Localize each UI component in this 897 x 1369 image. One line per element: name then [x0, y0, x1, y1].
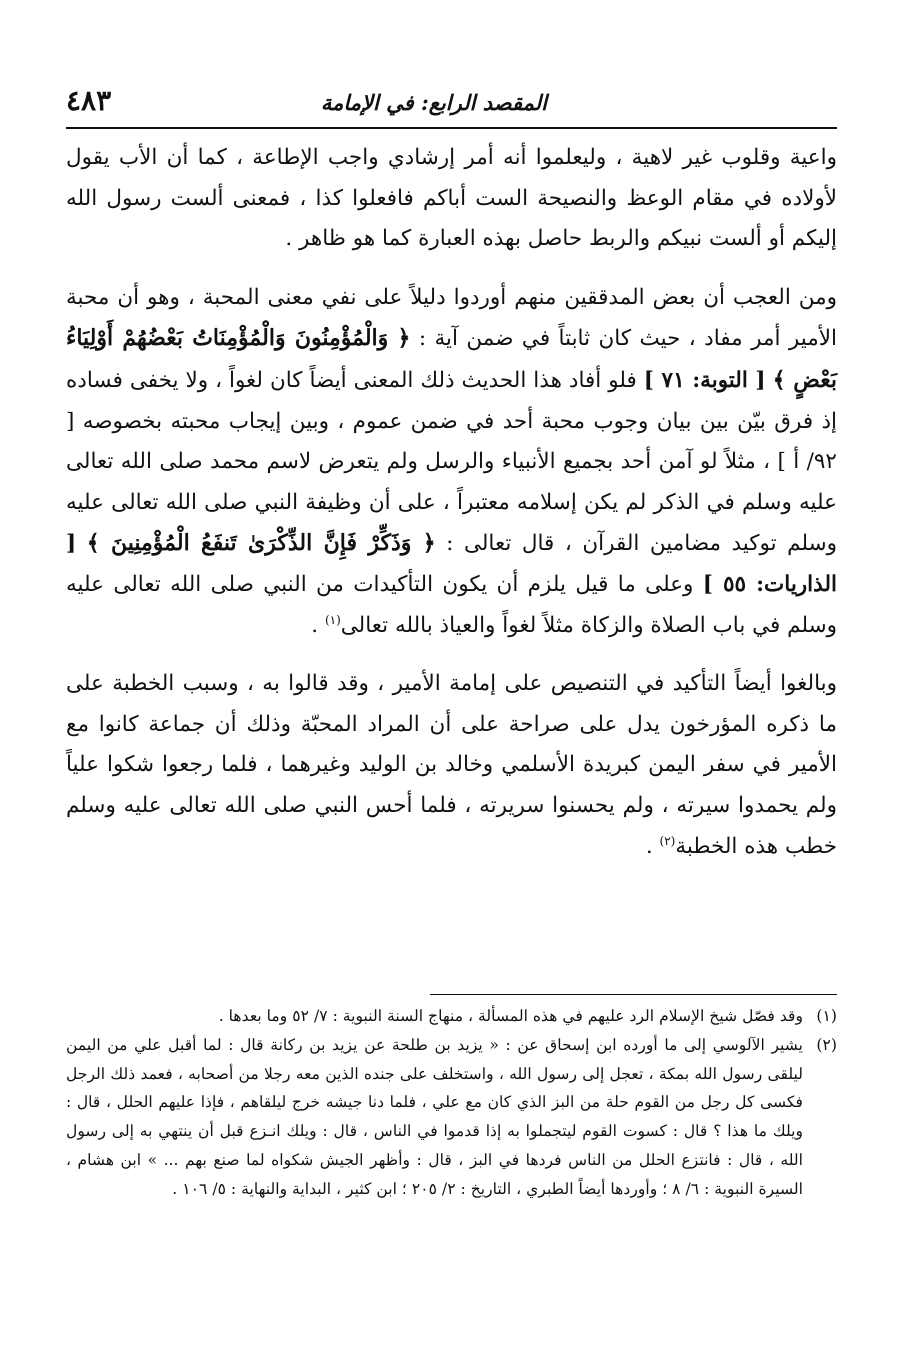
paragraph: واعية وقلوب غير لاهية ، وليعلموا أنه أمر إرشادي واجب الإطاعة ، كما أن الأب يقول لأولاده في مقام الوعظ والنصيحة الست أباكم فافعلوا كذا ، فمعنى ألست رسول الله إليكم أو ألست نبيكم والربط حاصل بهذه العبارة كما هو ظاهر . — [66, 145, 837, 252]
footnote-rule — [430, 994, 837, 995]
footnote-marker: (٢) — [659, 833, 676, 848]
header-rule — [66, 127, 837, 129]
footnote — [66, 1002, 837, 1031]
folio-marker: [ ٩٢/ أ ] — [66, 408, 837, 475]
page-header — [66, 84, 837, 126]
page-number: ٤٨٣ — [66, 84, 112, 117]
footnote-marker: (١) — [324, 612, 341, 627]
paragraph: وبالغوا أيضاً التأكيد في التنصيص على إمامة الأمير ، وقد قالوا به ، وسبب الخطبة على ما ذكره المؤرخون يدل على صراحة على أن المراد المحبّة وذلك أن جماعة كانوا مع الأمير في سفر اليمن كبريدة الأسلمي وخالد بن الوليد وغيرهما ، فلما رجعوا شكوا علياً ولم يحمدوا سيرته ، ولم يحسنوا سريرته ، فلما أحس النبي صلى الله تعالى عليه وسلم خطب هذه الخطبة$^{(٢)}$ . — [66, 671, 837, 859]
footnote-number: (١) — [816, 1007, 837, 1025]
verse-reference: [ التوبة: ٧١ ] — [643, 367, 766, 393]
paragraph: ومن العجب أن بعض المدققين منهم أوردوا دليلاً على نفي معنى المحبة ، وهو أن محبة الأمير أمر مفاد ، حيث كان ثابتاً في ضمن آية : ﴿ وَالْمُؤْمِنُونَ وَالْمُؤْمِنَاتُ بَعْضُهُمْ أَوْلِيَاءُ بَعْضٍ ﴾ [ التوبة: ٧١ ] فلو أفاد هذا الحديث ذلك المعنى أيضاً كان لغواً ، ولا يخفى فساده إذ فرق بيّن بين بيان وجوب محبة أحد في ضمن عموم ، وبين إيجاب محبته بخصوصه [ ٩٢/ أ ] ، مثلاً لو آمن أحد بجميع الأنبياء والرسل ولم يتعرض لاسم محمد صلى الله تعالى عليه وسلم في الذكر لم يكن إسلامه معتبراً ، على أن وظيفة النبي صلى الله تعالى عليه وسلم توكيد مضامين القرآن ، قال تعالى : ﴿ وَذَكِّرْ فَإِنَّ الذِّكْرَىٰ تَنفَعُ الْمُؤْمِنِينَ ﴾ [ الذاريات: ٥٥ ] وعلى ما قيل يلزم أن يكون التأكيدات من النبي صلى الله تعالى عليه وسلم في باب الصلاة والزكاة مثلاً لغواً والعياذ بالله تعالى$^{(١)}$ . — [66, 284, 838, 638]
footnote-text: يشير الآلوسي إلى ما أورده ابن إسحاق عن : « يزيد بن طلحة عن يزيد بن ركانة قال : لما أقبل علي من اليمن ليلقى رسول الله بمكة ، تعجل إلى رسول الله ، واستخلف على جنده الذين معه رجلا من أصحابه ، فعمد ذلك الرجل فكسى كل رجل من القوم حلة من البز الذي كان مع علي ، فلما دنا جيشه خرج ليلقاهم ، فإذا عليهم الحلل ، قال : ويلك ما هذا ؟ قال : كسوت القوم ليتجملوا به إذا قدموا في الناس ، قال : ويلك انـزع قبل أن ينتهي به إلى رسول الله ، قال : فانتزع الحلل من الناس فردها في البز ، قال : وأظهر الجيش شكواه لما صنع بهم ... » ابن هشام ، السيرة النبوية : ٦/ ٨ ؛ وأوردها أيضاً الطبري ، التاريخ : ٢/ ٢٠٥ ؛ ابن كثير ، البداية والنهاية : ٥/ ١٠٦ . — [66, 1035, 803, 1198]
footnotes — [66, 1002, 837, 1204]
running-title: المقصد الرابع: في الإمامة — [320, 90, 547, 115]
main-text — [66, 138, 837, 867]
footnote — [66, 1031, 837, 1204]
footnote-number: (٢) — [816, 1035, 837, 1054]
footnote-text: وقد فصّل شيخ الإسلام الرد عليهم في هذه المسألة ، منهاج السنة النبوية : ٧/ ٥٢ وما بعدها . — [218, 1007, 803, 1025]
quran-verse: ﴿ وَالْمُؤْمِنُونَ وَالْمُؤْمِنَاتُ بَعْضُهُمْ أَوْلِيَاءُ بَعْضٍ ﴾ — [66, 325, 837, 393]
verse-reference: [ الذاريات: ٥٥ ] — [66, 531, 837, 597]
quran-verse: ﴿ وَذَكِّرْ فَإِنَّ الذِّكْرَىٰ تَنفَعُ الْمُؤْمِنِينَ ﴾ — [86, 530, 436, 557]
